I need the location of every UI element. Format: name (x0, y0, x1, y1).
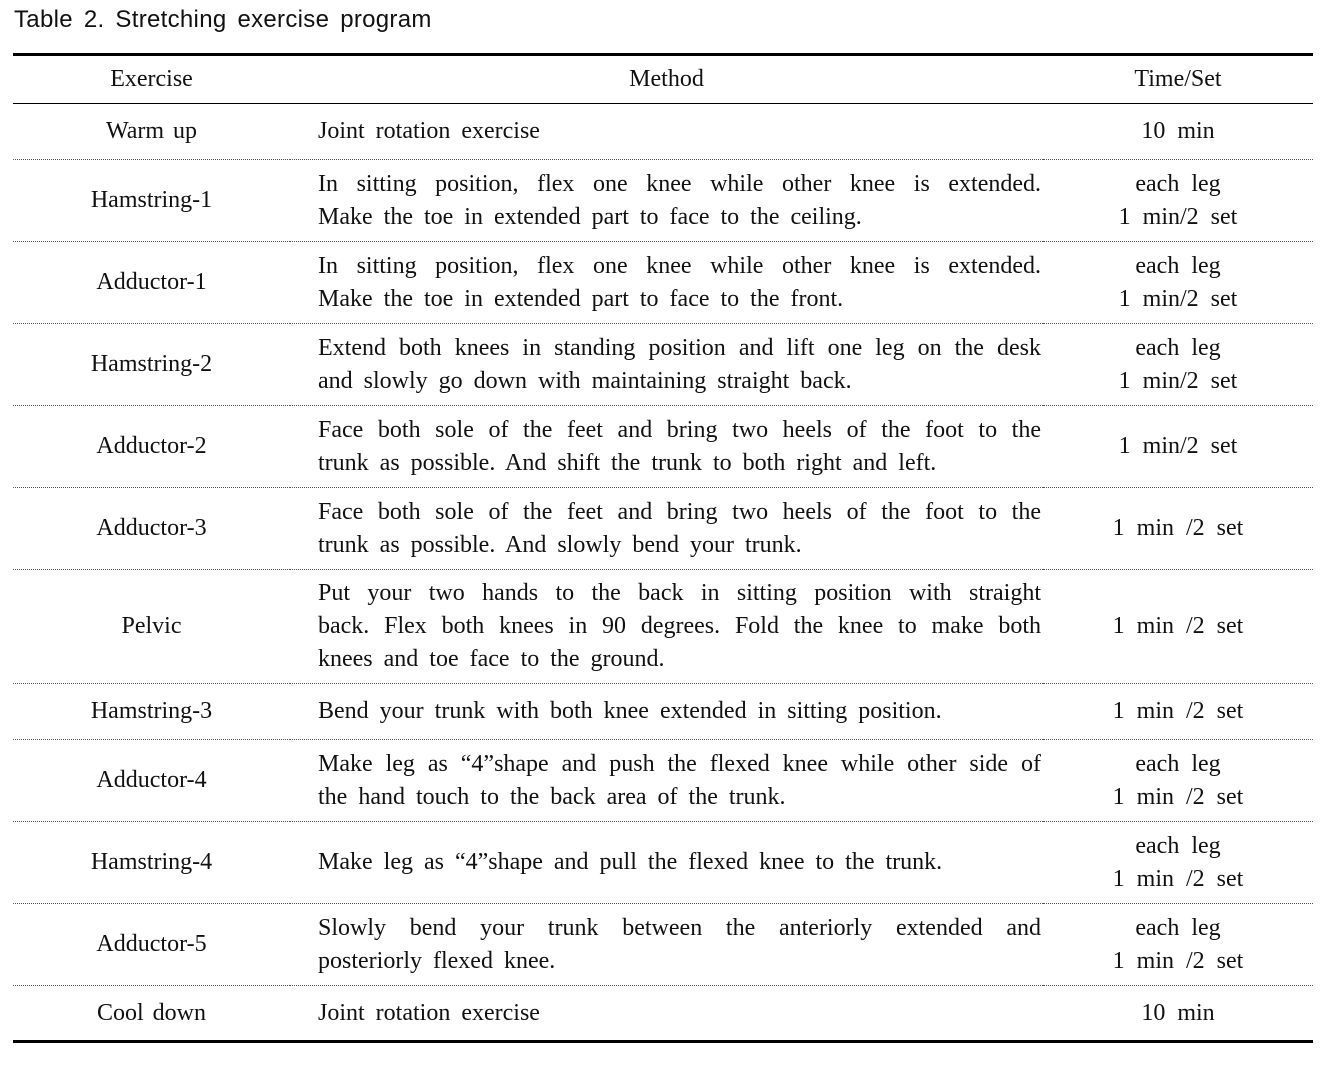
time-set-cell (1043, 684, 1313, 740)
time-set-line: 1 min /2 set (1112, 515, 1244, 541)
table-row (13, 488, 1313, 570)
exercise-cell: Hamstring-3 (13, 684, 290, 740)
method-line: trunk as possible. And slowly bend your trunk. (318, 531, 802, 558)
time-set-cell (1043, 160, 1313, 242)
time-set-cell (1043, 986, 1313, 1042)
table-row (13, 406, 1313, 488)
table-row (13, 324, 1313, 406)
time-set-line: each leg (1135, 170, 1221, 197)
method-line: Extend both knees in standing position and lift one leg on the desk (318, 334, 1041, 361)
time-set-cell (1043, 570, 1313, 684)
table-row (13, 570, 1313, 684)
method-line: and slowly go down with maintaining straight back. (318, 367, 852, 394)
time-set-line: each leg (1135, 750, 1221, 777)
method-line: Slowly bend your trunk between the anteriorly extended and (318, 914, 1041, 941)
table-row (13, 160, 1313, 242)
method-line: back. Flex both knees in 90 degrees. Fold the knee to make both (318, 613, 1041, 639)
method-line: In sitting position, flex one knee while other knee is extended. (318, 252, 1041, 279)
method-line: Make the toe in extended part to face to the front. (318, 285, 844, 312)
method-line: the hand touch to the back area of the trunk. (318, 783, 786, 810)
method-cell (290, 324, 1043, 406)
table-row (13, 684, 1313, 740)
table-row (13, 822, 1313, 904)
time-set-line: each leg (1135, 252, 1221, 279)
time-set-line: 1 min /2 set (1112, 947, 1244, 974)
header-method: Method (290, 55, 1043, 104)
method-cell (290, 684, 1043, 740)
method-line: Joint rotation exercise (318, 999, 540, 1026)
time-set-line: 1 min/2 set (1118, 203, 1238, 230)
method-line: Make leg as “4”shape and push the flexed knee while other side of (318, 750, 1041, 777)
method-cell (290, 104, 1043, 160)
table-row (13, 242, 1313, 324)
method-cell (290, 822, 1043, 904)
time-set-cell (1043, 904, 1313, 986)
method-line: In sitting position, flex one knee while other knee is extended. (318, 170, 1041, 197)
exercise-cell: Adductor-2 (13, 406, 290, 488)
exercise-cell: Hamstring-1 (13, 160, 290, 242)
exercise-cell: Adductor-4 (13, 740, 290, 822)
time-set-line: 1 min /2 set (1112, 865, 1244, 892)
exercise-cell: Adductor-5 (13, 904, 290, 986)
method-line: Make leg as “4”shape and pull the flexed knee to the trunk. (318, 849, 943, 875)
method-line: Put your two hands to the back in sitting position with straight (318, 580, 1041, 606)
time-set-cell (1043, 488, 1313, 570)
stretching-program-table (13, 53, 1313, 1043)
time-set-line: 1 min /2 set (1112, 613, 1244, 639)
exercise-cell: Warm up (13, 104, 290, 160)
method-line: knees and toe face to the ground. (318, 646, 665, 672)
time-set-line: 1 min/2 set (1118, 367, 1238, 394)
header-time-set: Time/Set (1043, 55, 1313, 104)
method-cell (290, 904, 1043, 986)
method-line: posteriorly flexed knee. (318, 947, 556, 974)
time-set-line: each leg (1135, 914, 1221, 941)
method-line: Face both sole of the feet and bring two heels of the foot to the (318, 416, 1041, 443)
method-cell (290, 986, 1043, 1042)
method-line: trunk as possible. And shift the trunk to both right and left. (318, 449, 937, 476)
time-set-line: each leg (1135, 334, 1221, 361)
time-set-line: each leg (1135, 832, 1221, 859)
time-set-cell (1043, 242, 1313, 324)
exercise-cell: Hamstring-4 (13, 822, 290, 904)
time-set-line: 1 min /2 set (1112, 698, 1244, 724)
time-set-line: 1 min/2 set (1118, 285, 1238, 312)
time-set-line: 1 min/2 set (1118, 433, 1238, 459)
time-set-line: 10 min (1141, 999, 1215, 1026)
exercise-cell: Adductor-1 (13, 242, 290, 324)
method-cell (290, 406, 1043, 488)
method-cell (290, 160, 1043, 242)
time-set-cell (1043, 822, 1313, 904)
method-cell (290, 570, 1043, 684)
method-line: Bend your trunk with both knee extended in sitting position. (318, 698, 942, 724)
header-row (13, 55, 1313, 104)
method-line: Joint rotation exercise (318, 118, 540, 144)
time-set-cell (1043, 104, 1313, 160)
table-row (13, 740, 1313, 822)
method-line: Make the toe in extended part to face to the ceiling. (318, 203, 862, 230)
table-row (13, 986, 1313, 1042)
exercise-cell: Adductor-3 (13, 488, 290, 570)
exercise-cell: Hamstring-2 (13, 324, 290, 406)
time-set-line: 10 min (1141, 118, 1215, 144)
time-set-cell (1043, 740, 1313, 822)
header-exercise: Exercise (13, 55, 290, 104)
method-cell (290, 740, 1043, 822)
method-cell (290, 488, 1043, 570)
table-caption: Table 2. Stretching exercise program (14, 6, 432, 33)
time-set-cell (1043, 406, 1313, 488)
exercise-cell: Cool down (96, 999, 206, 1026)
time-set-cell (1043, 324, 1313, 406)
method-line: Face both sole of the feet and bring two heels of the foot to the (318, 498, 1041, 525)
method-cell (290, 242, 1043, 324)
time-set-line: 1 min /2 set (1112, 783, 1244, 810)
table-row (13, 904, 1313, 986)
exercise-cell: Pelvic (13, 570, 290, 684)
table-row (13, 104, 1313, 160)
